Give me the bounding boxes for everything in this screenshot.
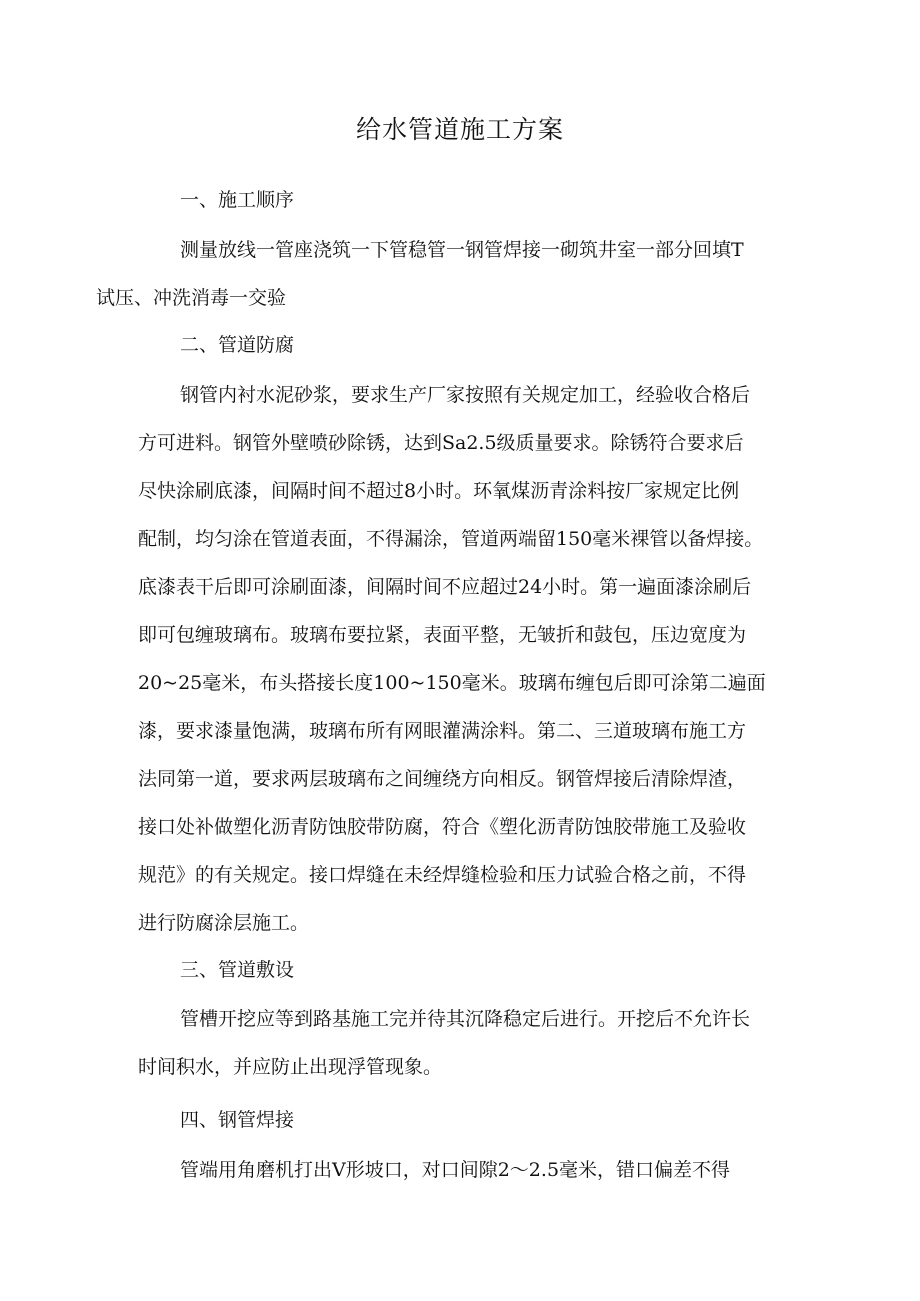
section-heading-pipe-anticorrosion: 二、管道防腐 — [180, 334, 295, 356]
paragraph-line: 配制，均匀涂在管道表面，不得漏涂，管道两端留150毫米裸管以备焊接。 — [138, 528, 764, 550]
paragraph-line: 规范》的有关规定。接口焊缝在未经焊缝检验和压力试验合格之前，不得 — [138, 864, 747, 886]
section-paragraph-steel-pipe-welding — [138, 1146, 788, 1194]
paragraph-line: 测量放线一管座浇筑一下管稳管一钢管焊接一砌筑井室一部分回填T — [180, 239, 744, 261]
paragraph-line: 钢管内衬水泥砂浆，要求生产厂家按照有关规定加工，经验收合格后 — [180, 384, 751, 406]
section-paragraph-construction-sequence — [96, 226, 788, 322]
paragraph-line: 时间积水，并应防止出现浮管现象。 — [138, 1056, 443, 1078]
section-heading-steel-pipe-welding: 四、钢管焊接 — [180, 1109, 295, 1131]
paragraph-line: 管端用角磨机打出V形坡口，对口间隙2～2.5毫米，错口偏差不得 — [180, 1159, 731, 1181]
document-title: 给水管道施工方案 — [355, 115, 564, 144]
section-paragraph-pipe-anticorrosion — [138, 371, 788, 947]
paragraph-line: 尽快涂刷底漆，间隔时间不超过8小时。环氧煤沥青涂料按厂家规定比例 — [138, 480, 740, 502]
paragraph-line: 20~25毫米，布头搭接长度100~150毫米。玻璃布缠包后即可涂第二遍面 — [138, 672, 766, 694]
section-paragraph-pipe-laying — [138, 995, 788, 1091]
paragraph-line: 法同第一道，要求两层玻璃布之间缠绕方向相反。钢管焊接后清除焊渣， — [138, 768, 747, 790]
paragraph-line: 接口处补做塑化沥青防蚀胶带防腐，符合《塑化沥青防蚀胶带施工及验收 — [138, 816, 747, 838]
paragraph-line: 漆，要求漆量饱满，玻璃布所有网眼灌满涂料。第二、三道玻璃布施工方 — [138, 720, 747, 742]
paragraph-line: 底漆表干后即可涂刷面漆，间隔时间不应超过24小时。第一遍面漆涂刷后 — [138, 576, 752, 598]
paragraph-line: 即可包缠玻璃布。玻璃布要拉紧，表面平整，无皱折和鼓包，压边宽度为 — [138, 624, 747, 646]
paragraph-line: 进行防腐涂层施工。 — [138, 912, 310, 934]
section-heading-pipe-laying: 三、管道敷设 — [180, 959, 295, 981]
section-heading-construction-sequence: 一、施工顺序 — [180, 189, 295, 211]
paragraph-line: 试压、冲洗消毒一交验 — [96, 287, 287, 309]
paragraph-line: 管槽开挖应等到路基施工完并待其沉降稳定后进行。开挖后不允许长 — [180, 1008, 751, 1030]
paragraph-line: 方可进料。钢管外壁喷砂除锈，达到Sa2.5级质量要求。除锈符合要求后 — [138, 432, 744, 454]
